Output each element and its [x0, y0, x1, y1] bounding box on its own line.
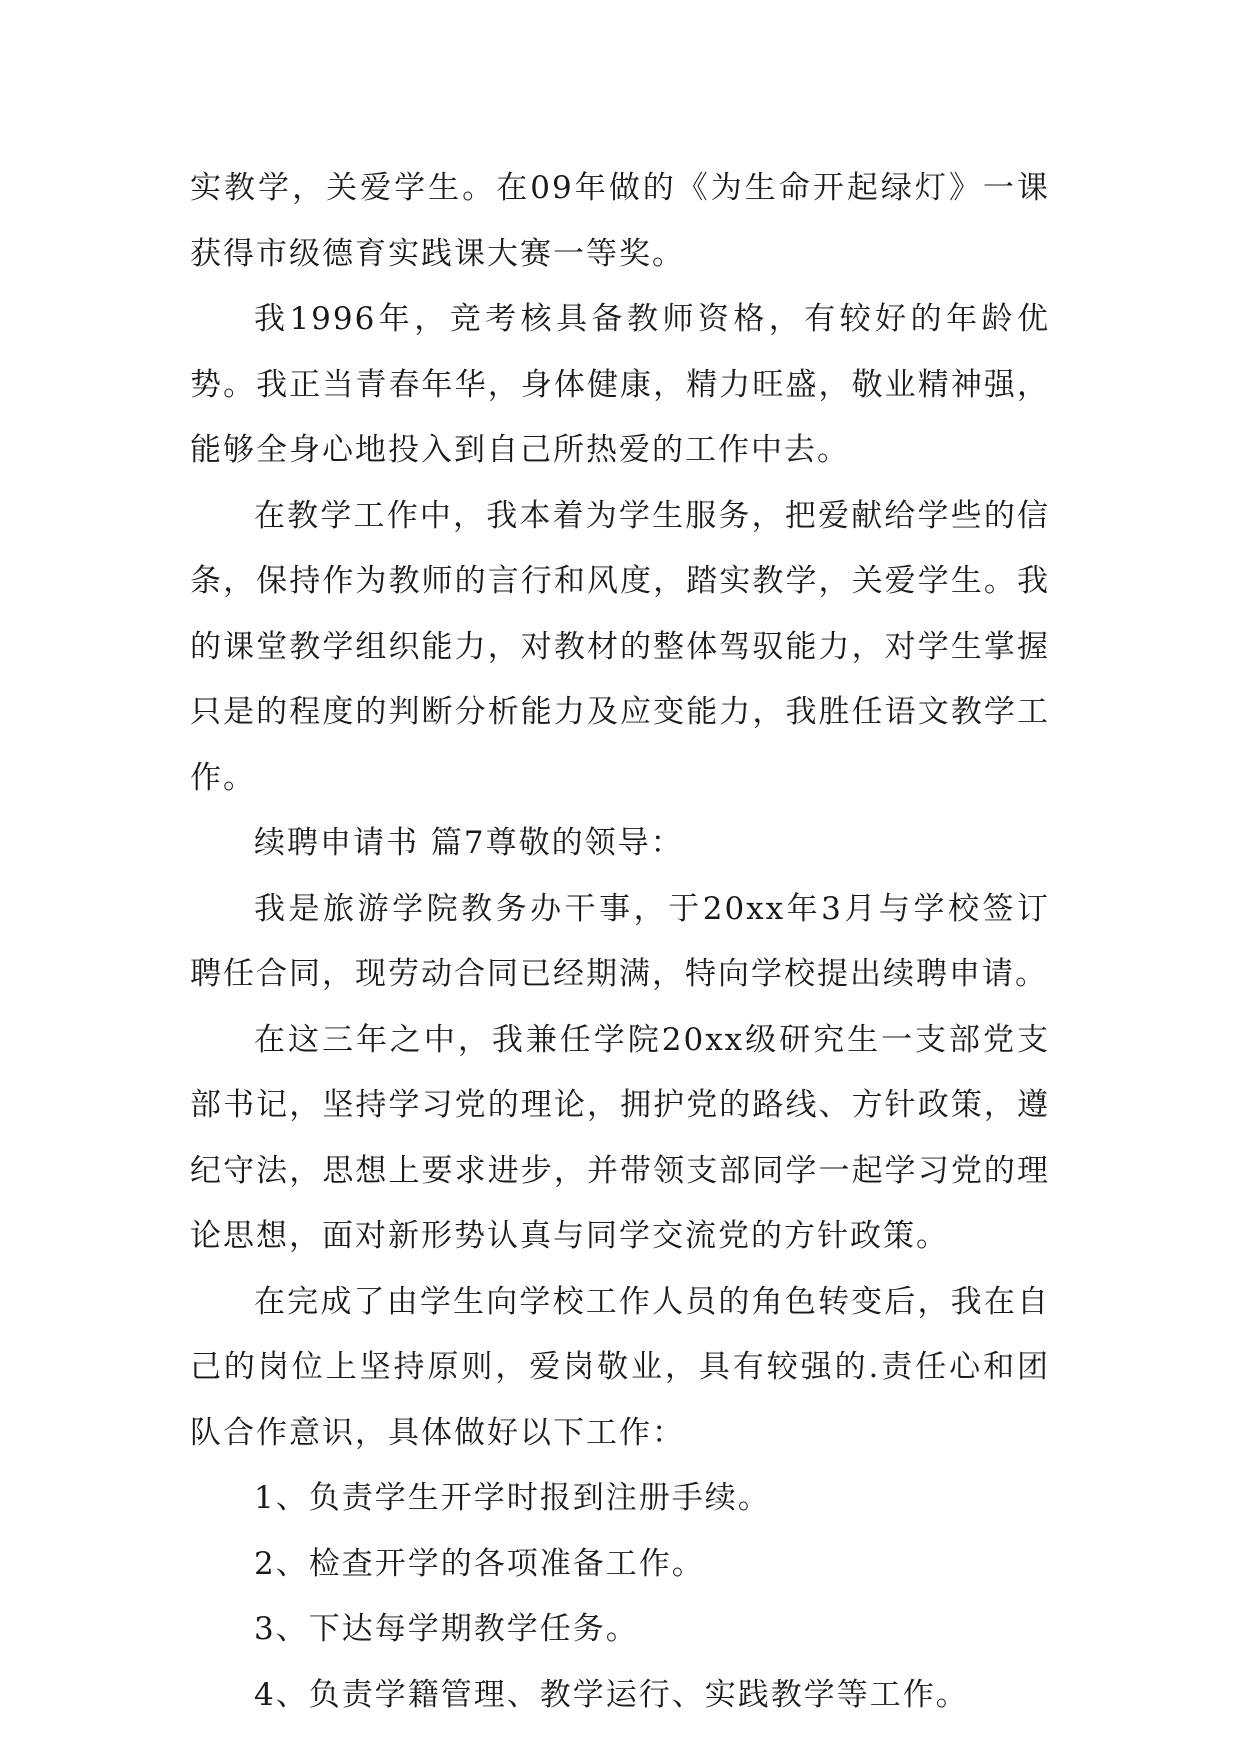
section-heading-salutation: 续聘申请书 篇7尊敬的领导：: [254, 825, 684, 861]
paragraph-party-work: 在这三年之中，我兼任学院20xx级研究生一支部党支部书记，坚持学习党的理论，拥护党的路线、方针政策，遵纪守法，思想上要求进步，并带领支部同学一起学习党的理论思想，面对新形势认真与同学交流党的方针政策。: [190, 1021, 1050, 1254]
document-body: [190, 156, 1050, 1728]
paragraph-introduction: 我是旅游学院教务办干事，于20xx年3月与学校签订聘任合同，现劳动合同已经期满，特向学校提出续聘申请。: [190, 890, 1050, 992]
paragraph-role-change: 在完成了由学生向学校工作人员的角色转变后，我在自己的岗位上坚持原则，爱岗敬业，具有较强的.责任心和团队合作意识，具体做好以下工作：: [190, 1283, 1050, 1451]
list-item: 1、负责学生开学时报到注册手续。: [254, 1480, 771, 1516]
paragraph-teaching-work: 在教学工作中，我本着为学生服务，把爱献给学些的信条，保持作为教师的言行和风度，踏实教学，关爱学生。我的课堂教学组织能力，对教材的整体驾驭能力，对学生掌握只是的程度的判断分析能力及应变能力，我胜任语文教学工作。: [190, 497, 1050, 796]
paragraph-continued: 实教学，关爱学生。在09年做的《为生命开起绿灯》一课获得市级德育实践课大赛一等奖。: [190, 170, 1050, 272]
list-item: 2、检查开学的各项准备工作。: [254, 1545, 705, 1582]
paragraph-qualification: 我1996年，竞考核具备教师资格，有较好的年龄优势。我正当青春年华，身体健康，精力旺盛，敬业精神强，能够全身心地投入到自己所热爱的工作中去。: [190, 301, 1050, 468]
list-item: 3、下达每学期教学任务。: [254, 1611, 639, 1647]
list-item: 4、负责学籍管理、教学运行、实践教学等工作。: [254, 1676, 969, 1713]
